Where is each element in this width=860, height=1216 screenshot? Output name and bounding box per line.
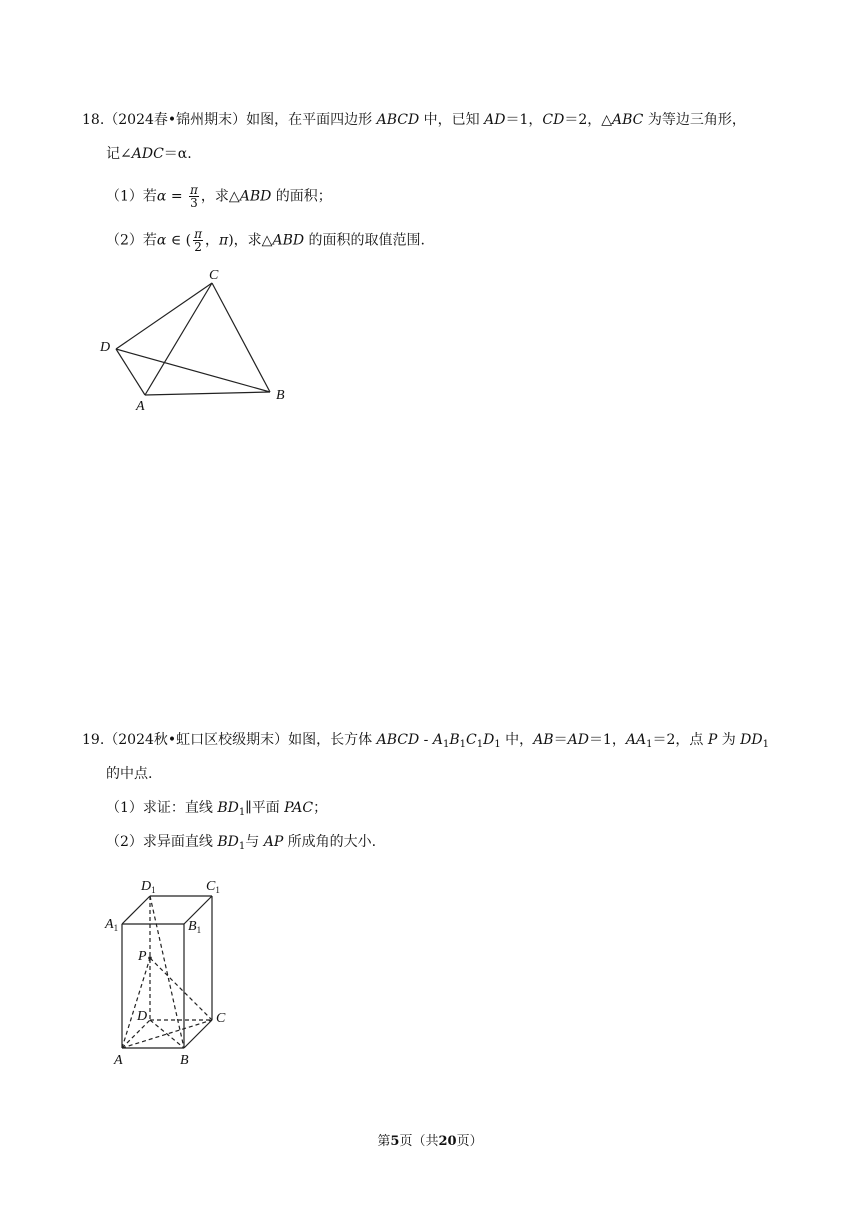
stem-text: ＝α.	[163, 146, 192, 162]
page-footer	[0, 1130, 860, 1149]
math-var: PAC	[284, 800, 314, 816]
subscript: 1	[494, 739, 501, 750]
label-D1: $D_1$	[141, 879, 156, 895]
part-text: 所成角的大小.	[283, 834, 377, 850]
part-label: （2）求异面直线	[106, 834, 218, 850]
stem-text: ＝2，△	[564, 112, 613, 128]
stem-var: CD	[542, 112, 565, 128]
part-text: 的面积；	[271, 188, 332, 205]
segment-AP	[122, 958, 150, 1048]
math-var: BD	[217, 834, 239, 850]
label-C: C	[209, 268, 219, 283]
fraction-numerator: π	[190, 183, 198, 197]
stem-text: 的中点.	[106, 766, 153, 782]
label-D: D	[137, 1009, 148, 1024]
subscript: 1	[442, 739, 450, 750]
problem-19-part-1	[106, 798, 327, 818]
stem-text: 为等边三角形，	[643, 112, 746, 128]
edge-A1D1	[122, 896, 150, 924]
problem-18-stem-line-1	[82, 110, 746, 130]
math-op: ，	[205, 232, 220, 249]
segment-DB	[150, 1020, 184, 1048]
page-number: 5	[390, 1134, 400, 1149]
problem-source: （2024秋•虹口区校级期末）	[104, 732, 289, 748]
segment-D1B	[150, 896, 184, 1048]
stem-var: AB	[533, 732, 554, 748]
stem-var: ADC	[131, 146, 164, 162]
stem-text: ＝1，	[588, 732, 626, 748]
fraction	[189, 184, 199, 209]
stem-var: D	[483, 732, 495, 748]
math-op: =	[166, 188, 188, 205]
math-var: ABD	[239, 188, 272, 205]
segment-CB	[212, 283, 270, 392]
problem-number: 19.	[82, 732, 105, 748]
label-A1: $A_1$	[105, 917, 119, 933]
part-text: 的面积的取值范围.	[304, 232, 425, 249]
segment-AB	[145, 392, 270, 395]
stem-var: AA	[625, 732, 647, 748]
subscript: 1	[238, 841, 246, 852]
part-text: ∥平面	[245, 800, 285, 816]
stem-text: ＝	[553, 732, 568, 748]
stem-text: 如图，长方体	[288, 732, 377, 748]
stem-text: ‐	[419, 732, 433, 748]
stem-var: ABC	[612, 112, 644, 128]
label-P: P	[138, 949, 147, 964]
point-P	[148, 956, 152, 960]
footer-text: 页）	[456, 1134, 483, 1149]
subscript: 1	[476, 739, 484, 750]
part-text: ，求△	[200, 188, 240, 205]
subscript: 1	[238, 807, 246, 818]
fraction-numerator: π	[194, 227, 203, 241]
stem-var: B	[449, 732, 460, 748]
stem-var: ABCD	[376, 732, 420, 748]
math-op: ∈ (	[166, 232, 192, 249]
quadrilateral-figure	[95, 265, 315, 415]
problem-number: 18.	[82, 112, 105, 128]
label-D: D	[100, 340, 111, 355]
math-var: ABD	[272, 232, 305, 249]
problem-18-part-2	[106, 228, 425, 253]
fraction	[193, 228, 203, 253]
page-total: 20	[438, 1134, 457, 1149]
stem-var: AD	[484, 112, 506, 128]
segment-DC	[116, 283, 212, 349]
math-var: AP	[263, 834, 284, 850]
label-A: A	[114, 1053, 123, 1068]
fraction-denominator: 2	[194, 240, 202, 254]
subscript: 1	[646, 739, 653, 750]
math-var: π	[219, 232, 229, 249]
stem-var: C	[466, 732, 477, 748]
problem-18-part-1	[106, 184, 332, 209]
footer-text: 第	[377, 1134, 391, 1149]
segment-AC	[145, 283, 212, 395]
segment-PC	[150, 958, 212, 1020]
problem-19-stem-line-2	[106, 764, 152, 784]
problem-source: （2024春•锦州期末）	[104, 112, 247, 128]
stem-var: ABCD	[376, 112, 420, 128]
part-label: （1）求证：直线	[106, 800, 218, 816]
stem-text: 中，已知	[419, 112, 485, 128]
math-var: α	[156, 232, 167, 249]
label-B1: $B_1$	[188, 919, 202, 935]
fraction-denominator: 3	[190, 196, 198, 210]
label-C: C	[216, 1011, 226, 1026]
label-C1: $C_1$	[206, 879, 220, 895]
problem-19-stem-line-1	[82, 730, 769, 750]
part-text: ；	[313, 800, 328, 816]
part-text: 与	[245, 834, 264, 850]
label-B: B	[180, 1053, 189, 1068]
stem-text: 中，	[500, 732, 534, 748]
subscript: 1	[459, 739, 467, 750]
stem-var: A	[432, 732, 443, 748]
math-var: BD	[217, 800, 239, 816]
stem-var: AD	[567, 732, 589, 748]
stem-text: ＝1，	[505, 112, 543, 128]
problem-18-stem-line-2	[106, 144, 192, 164]
part-label: （1）若	[106, 188, 157, 205]
part-label: （2）若	[106, 232, 157, 249]
stem-text: 如图，在平面四边形	[246, 112, 377, 128]
part-text: )，求△	[228, 232, 273, 249]
label-B: B	[276, 388, 285, 403]
stem-var: P	[707, 732, 718, 748]
cuboid-figure	[100, 870, 250, 1070]
label-A: A	[136, 399, 145, 414]
math-var: α	[156, 188, 167, 205]
stem-text: 记∠	[106, 146, 132, 162]
problem-19-part-2	[106, 832, 376, 852]
stem-text: 为	[717, 732, 741, 748]
stem-text: ＝2，点	[652, 732, 708, 748]
footer-text: 页（共	[399, 1134, 439, 1149]
stem-var: DD	[740, 732, 763, 748]
subscript: 1	[762, 739, 769, 750]
